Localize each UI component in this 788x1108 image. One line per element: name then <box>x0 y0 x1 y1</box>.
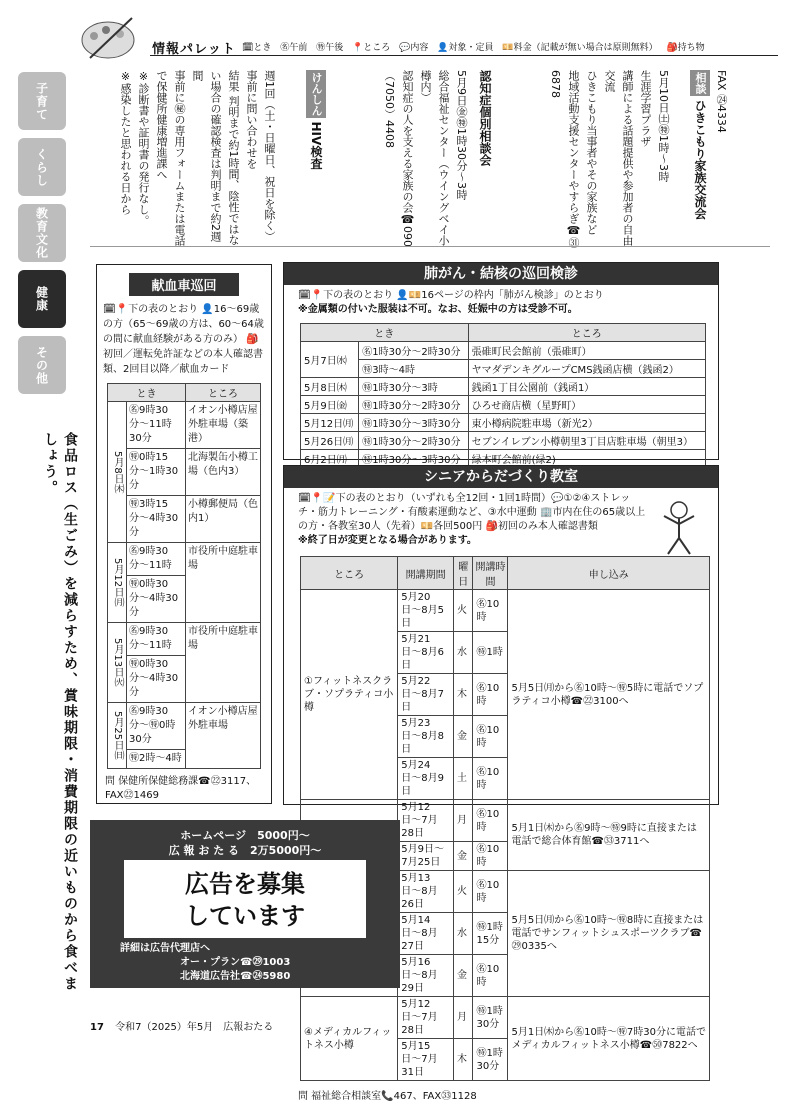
time-cell: ㊔9時30分〜11時 <box>127 543 186 576</box>
time-cell: ㊕1時15分 <box>473 913 508 955</box>
hiv-note: 事前に㊙の専用フォームまたは電話で保健所健康増進課へ <box>155 70 186 246</box>
time-cell: ㊕1時30分〜3時30分 <box>359 450 468 468</box>
time-cell: ㊕1時30分〜2時30分 <box>359 396 468 414</box>
time-cell: ㊕2時〜4時 <box>127 750 186 769</box>
table-row <box>301 396 706 414</box>
weekday-cell: 水 <box>453 913 473 955</box>
table-row <box>108 449 261 496</box>
place-cell: 銭函1丁目公園前（銭函1） <box>468 378 705 396</box>
senior-intro <box>284 488 664 552</box>
hiv-details <box>92 70 278 250</box>
senior-intro-line: 🗓📍📝下の表のとおり（いずれも全12回・1回1時間）💬①②④ストレッチ・筋力トレーニング・有酸素運動など、③水中運動 🏢市内在住の65歳以上の方・各教室30人（先着）💴各回500円 🎒初回のみ本人確認書類 <box>298 493 646 532</box>
fax-number: FAX ㉔4334 <box>715 70 728 133</box>
place-cell: セブンイレブン小樽朝里3丁目店駐車場（朝里3） <box>468 432 705 450</box>
time-cell: ㊔10時 <box>473 800 508 842</box>
table-row <box>301 997 710 1039</box>
date-cell: 5月7日㈬ <box>301 342 359 378</box>
time-cell: ㊕0時15分〜1時30分 <box>127 449 186 496</box>
table-header: ところ <box>301 557 398 590</box>
legend-item: 💬内容 <box>399 43 429 53</box>
time-cell: ㊕1時30分〜2時30分 <box>359 432 468 450</box>
place-cell: 北海製缶小樽工場（色内3） <box>185 449 260 496</box>
hikikomori-date: 5月10日㈯㊕1時〜3時 <box>657 70 670 182</box>
blood-title: 献血車巡回 <box>129 273 239 296</box>
table-header: 開講期間 <box>398 557 454 590</box>
lung-schedule-table <box>300 323 706 468</box>
weekday-cell: 金 <box>453 955 473 997</box>
ad-recruitment-box <box>90 820 400 988</box>
ad-prices <box>90 820 400 858</box>
date-cell: 5月9日㈮ <box>301 396 359 414</box>
apply-cell: 5月1日㈭から㊔10時〜㊕7時30分に電話でメディカルフィットネス小樽☎㊿7822へ <box>508 997 710 1081</box>
period-cell: 5月23日〜8月8日 <box>398 716 454 758</box>
palette-icon <box>80 14 140 64</box>
period-cell: 5月24日〜8月9日 <box>398 758 454 800</box>
period-cell: 5月9日〜7月25日 <box>398 842 454 871</box>
date-cell: 6月2日㈪ <box>301 450 359 468</box>
time-cell: ㊕3時15分〜4時30分 <box>127 496 186 543</box>
table-row <box>301 378 706 396</box>
ad-agent: 北海道広告社☎㉔5980 <box>180 971 291 982</box>
period-cell: 5月12日〜7月28日 <box>398 800 454 842</box>
category-sidebar <box>18 72 68 402</box>
period-cell: 5月13日〜8月26日 <box>398 871 454 913</box>
place-cell: イオン小樽店屋外駐車場（築港） <box>185 402 260 449</box>
dementia-title <box>474 70 494 250</box>
time-cell: ㊕1時30分〜3時30分 <box>359 414 468 432</box>
checkup-tag: けんしん <box>306 70 326 118</box>
table-row <box>108 402 261 449</box>
issue-label: 令和7（2025）年5月 広報おたる <box>115 1022 274 1033</box>
table-row <box>301 590 710 632</box>
tab-health[interactable]: 健康 <box>18 270 66 328</box>
date-cell: 5月12日㈪ <box>301 414 359 432</box>
ad-price-print: 広 報 お た る 2万5000円〜 <box>168 844 322 857</box>
time-cell: ㊕1時30分 <box>473 1039 508 1081</box>
legend-item: ㊕午後 <box>316 43 344 53</box>
page-footer <box>90 1018 273 1033</box>
tab-childcare[interactable]: 子育て <box>18 72 66 130</box>
consult-tag: 相談 <box>690 70 710 96</box>
lung-screening-box <box>283 262 719 466</box>
period-cell: 5月20日〜8月5日 <box>398 590 454 632</box>
time-cell: ㊕3時〜4時 <box>359 360 468 378</box>
period-cell: 5月14日〜8月27日 <box>398 913 454 955</box>
apply-cell: 5月1日㈭から㊔9時〜㊕9時に直接または電話で総合体育館☎㉝3711へ <box>508 800 710 871</box>
apply-cell: 5月5日㈪から㊔10時〜㊕5時に電話でソプラティコ小樽☎㉒3100へ <box>508 590 710 800</box>
weekday-cell: 金 <box>453 716 473 758</box>
hiv-title: HIV検査 <box>309 121 323 170</box>
table-row <box>301 342 706 360</box>
hikikomori-place: 生涯学習プラザ <box>639 70 652 147</box>
apply-cell: 5月5日㈪から㊔10時〜㊕8時に直接または電話でサンフィットシュスポーツクラブ☎㉙0335へ <box>508 871 710 997</box>
date-cell: 5月13日㈫ <box>108 623 127 703</box>
weekday-cell: 木 <box>453 1039 473 1081</box>
ad-headline: しています <box>185 902 305 930</box>
ad-info-text: 詳細は広告代理店へ <box>120 943 210 954</box>
dementia-details <box>340 70 470 250</box>
time-cell: ㊔10時 <box>473 842 508 871</box>
food-loss-note: 食品ロス（生ごみ）を減らすため、賞味期限・消費期限の近いものから食べましょう。 <box>42 432 78 992</box>
table-row <box>108 543 261 576</box>
place-cell: イオン小樽店屋外駐車場 <box>185 703 260 769</box>
header-legend <box>242 40 711 53</box>
legend-item: 👤対象・定員 <box>437 43 494 53</box>
weekday-cell: 木 <box>453 674 473 716</box>
weekday-cell: 土 <box>453 758 473 800</box>
table-header: 申し込み <box>508 557 710 590</box>
weekday-cell: 火 <box>453 590 473 632</box>
time-cell: ㊔10時 <box>473 674 508 716</box>
weekday-cell: 月 <box>453 800 473 842</box>
blood-donation-box <box>96 264 272 804</box>
time-cell: ㊔10時 <box>473 716 508 758</box>
hiv-date: 週1回（土・日曜日、祝日を除く） <box>263 70 276 242</box>
time-cell: ㊔10時 <box>473 590 508 632</box>
time-cell: ㊕0時30分〜4時30分 <box>127 576 186 623</box>
time-cell: ㊔9時30分〜㊕0時30分 <box>127 703 186 750</box>
dementia-place: 総合福祉センター（ウイングベイ小樽内） <box>419 70 450 246</box>
place-cell: 東小樽病院駐車場（新光2） <box>468 414 705 432</box>
blood-schedule-table <box>107 383 261 769</box>
header-title: 情報パレット <box>152 42 236 57</box>
weekday-cell: 水 <box>453 632 473 674</box>
time-cell: ㊔9時30分〜11時30分 <box>127 402 186 449</box>
lung-intro <box>284 285 718 321</box>
table-row <box>108 703 261 750</box>
ad-price-web: ホームページ 5000円〜 <box>180 829 310 842</box>
tab-other[interactable]: その他 <box>18 336 66 394</box>
hikikomori-contact: 地域活動支援センターやすらぎ☎㉛6878 <box>549 70 580 248</box>
period-cell: 5月21日〜8月6日 <box>398 632 454 674</box>
table-row <box>301 360 706 378</box>
ad-headline: 広告を募集 <box>185 870 305 898</box>
dementia-title-text: 認知症個別相談会 <box>478 70 492 166</box>
tab-living[interactable]: くらし <box>18 138 66 196</box>
dementia-date: 5月9日㊎㊕1時30分〜3時 <box>455 70 468 200</box>
header-divider <box>150 55 778 56</box>
date-cell: 5月12日㈪ <box>108 543 127 623</box>
period-cell: 5月12日〜7月28日 <box>398 997 454 1039</box>
time-cell: ㊔9時30分〜11時 <box>127 623 186 656</box>
tab-education-culture[interactable]: 教育文化 <box>18 204 66 262</box>
table-row <box>108 623 261 656</box>
place-cell: 市役所中庭駐車場 <box>185 543 260 623</box>
blood-contact: 問 保健所保健総務課☎㉒3117、FAX㉒1469 <box>105 776 257 801</box>
table-row <box>301 414 706 432</box>
hikikomori-title: ひきこもり家族交流会 <box>693 99 707 220</box>
date-cell: 5月26日㈪ <box>301 432 359 450</box>
date-cell: 5月8日㈭ <box>301 378 359 396</box>
table-header: とき <box>108 384 186 402</box>
table-header: とき <box>301 324 469 342</box>
weekday-cell: 火 <box>453 871 473 913</box>
date-cell: 5月8日㈭ <box>108 402 127 543</box>
period-cell: 5月22日〜8月7日 <box>398 674 454 716</box>
place-cell: ④メディカルフィットネス小樽 <box>301 997 398 1081</box>
ad-agent: オー・プラン☎㉙1003 <box>180 957 291 968</box>
time-cell: ㊔10時 <box>473 955 508 997</box>
weekday-cell: 月 <box>453 997 473 1039</box>
exercising-person-icon <box>658 500 700 556</box>
hikikomori-details <box>549 70 672 250</box>
blood-intro: 🗓📍下の表のとおり 👤16〜69歳の方（65〜69歳の方は、60〜64歳の間に献血経験がある方のみ） 🎒初回／運転免許証などの本人確認書類、2回目以降／献血カード <box>103 304 264 375</box>
legend-item: 🎒持ち物 <box>666 43 705 53</box>
lung-title: 肺がん・結核の巡回検診 <box>284 263 718 285</box>
hikikomori-content: 講師による話題提供や参加者の自由交流 <box>603 70 634 246</box>
table-header: 曜日 <box>453 557 473 590</box>
time-cell: ㊕1時30分〜3時 <box>359 378 468 396</box>
hiv-note: ※感染したと思われる日から <box>119 70 132 215</box>
page-header <box>90 22 770 57</box>
legend-item: ㊔午前 <box>280 43 308 53</box>
time-cell: ㊔10時 <box>473 871 508 913</box>
ad-headline-panel <box>124 860 366 938</box>
time-cell: ㊔10時 <box>473 758 508 800</box>
ad-agents <box>120 942 290 984</box>
lung-intro-line: 🗓📍下の表のとおり 👤💴16ページの枠内「肺がん検診」のとおり <box>298 290 604 301</box>
time-cell: ㊕1時 <box>473 632 508 674</box>
date-cell: 5月25日㈰ <box>108 703 127 769</box>
place-cell: ひろせ商店横（星野町） <box>468 396 705 414</box>
table-header: ところ <box>468 324 705 342</box>
hikikomori-target: ひきこもり当事者やその家族など <box>585 70 598 235</box>
legend-item: 💴料金（記載が無い場合は原則無料） <box>502 43 658 53</box>
senior-contact: 問 福祉総合相談室📞467、FAX㉝1128 <box>298 1091 477 1102</box>
senior-fitness-box <box>283 465 719 1102</box>
dementia-contact: 認知症の人を支える家族の会☎090（7050）4408 <box>383 70 414 247</box>
place-cell: ①フィットネスクラブ・ソプラティコ小樽 <box>301 590 398 800</box>
place-cell: 張碓町民会館前（張碓町） <box>468 342 705 360</box>
time-cell: ㊕1時30分 <box>473 997 508 1039</box>
table-header: ところ <box>185 384 260 402</box>
hiv-note: ※診断書や証明書の発行なし。 <box>137 70 150 226</box>
place-cell: 市役所中庭駐車場 <box>185 623 260 703</box>
legend-item: 📍ところ <box>352 43 391 53</box>
table-header: 開講時間 <box>473 557 508 590</box>
weekday-cell: 金 <box>453 842 473 871</box>
hikikomori-heading <box>676 70 710 250</box>
section-divider <box>90 246 770 247</box>
hiv-place: 事前に問い合わせを <box>245 70 258 169</box>
hiv-heading <box>286 70 326 250</box>
period-cell: 5月15日〜7月31日 <box>398 1039 454 1081</box>
senior-title: シニアからだづくり教室 <box>284 466 718 488</box>
period-cell: 5月16日〜8月29日 <box>398 955 454 997</box>
senior-intro-note: ※終了日が変更となる場合があります。 <box>298 535 477 546</box>
place-cell: ヤマダデンキグループCMS銭函店横（銭函2） <box>468 360 705 378</box>
senior-schedule-table <box>300 556 710 1081</box>
time-cell: ㊔1時30分〜2時30分 <box>359 342 468 360</box>
page-number: 17 <box>90 1022 104 1033</box>
place-cell: 緑本町会館前(緑2) <box>468 450 705 468</box>
time-cell: ㊕0時30分〜4時30分 <box>127 656 186 703</box>
place-cell: 小樽郵便局（色内1） <box>185 496 260 543</box>
lung-intro-note: ※金属類の付いた服装は不可。なお、妊娠中の方は受診不可。 <box>298 304 578 315</box>
table-row <box>108 496 261 543</box>
legend-item: 🗓とき <box>242 43 272 53</box>
table-row <box>301 432 706 450</box>
hiv-result: 結果 判明まで約1時間、陰性ではない場合の確認検査は判明まで約2週間 <box>191 70 240 246</box>
